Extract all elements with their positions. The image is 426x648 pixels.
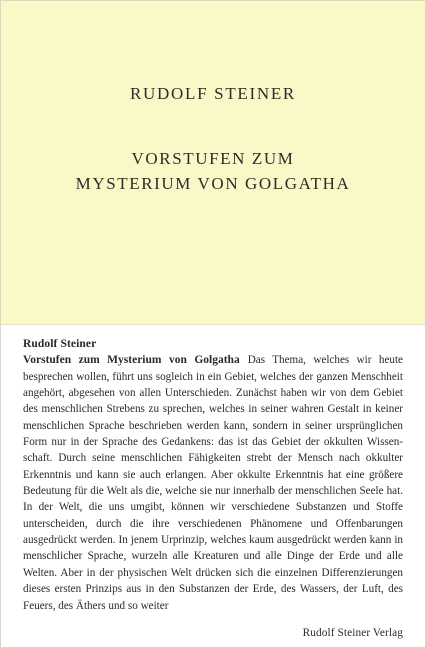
title-panel [1, 1, 425, 325]
blurb-panel [23, 336, 403, 641]
publisher-name: Rudolf Steiner Verlag [302, 626, 403, 639]
blurb-title: Vorstufen zum Mysterium von Golgatha [23, 354, 240, 367]
blurb-text: Das Thema, welches wir heute besprechen wollen, führt uns sogleich in ein Gebiet, welches der ganzen Menschheit angehört, abgesehen von allen Unterschieden. Zunächst haben wir von dem Gebiet des menschlichen Strebens zu sprechen, welches in seiner wahren Gestalt in keiner menschlichen Sprache beschrieben werden kann, sondern in seiner ursprünglichen Form nur in der Sprache des Gedankens: das ist das Gebiet der okkulten Wissenschaft. Durch seine menschlichen Fähigkeiten strebt der Mensch nach okkulter Erkenntnis und kann sie auch erlangen. Aber okkulte Erkenntnis hat eine größere Bedeutung für die Welt als die, welche sie nur innerhalb der menschlichen Seele hat. In der Welt, die uns umgibt, können wir verschiedene Substanzen und Stoffe unterscheiden, durch die ihre verschiedenen Phänomene und Offenbarungen ausgedrückt werden. In jenem Urprinzip, welches kaum ausgedrückt werden kann in menschlicher Sprache, wurzeln alle Kreaturen und alle Dinge der Erde und alle Welten. Aber in der physischen Welt drücken sich die einzelnen Differenzierungen dieses ersten Prinzips aus in den Substanzen der Erde, des Wassers, der Luft, des Feuers, des Äthers und so weiter [23, 354, 404, 612]
cover-title-line-2: MYSTERIUM VON GOLGATHA [75, 174, 351, 193]
blurb-paragraph [23, 352, 403, 614]
cover-author: RUDOLF STEINER [130, 84, 296, 103]
cover-title [1, 146, 425, 196]
blurb-author: Rudolf Steiner [23, 338, 97, 350]
cover-title-line-1: VORSTUFEN ZUM [131, 149, 295, 168]
